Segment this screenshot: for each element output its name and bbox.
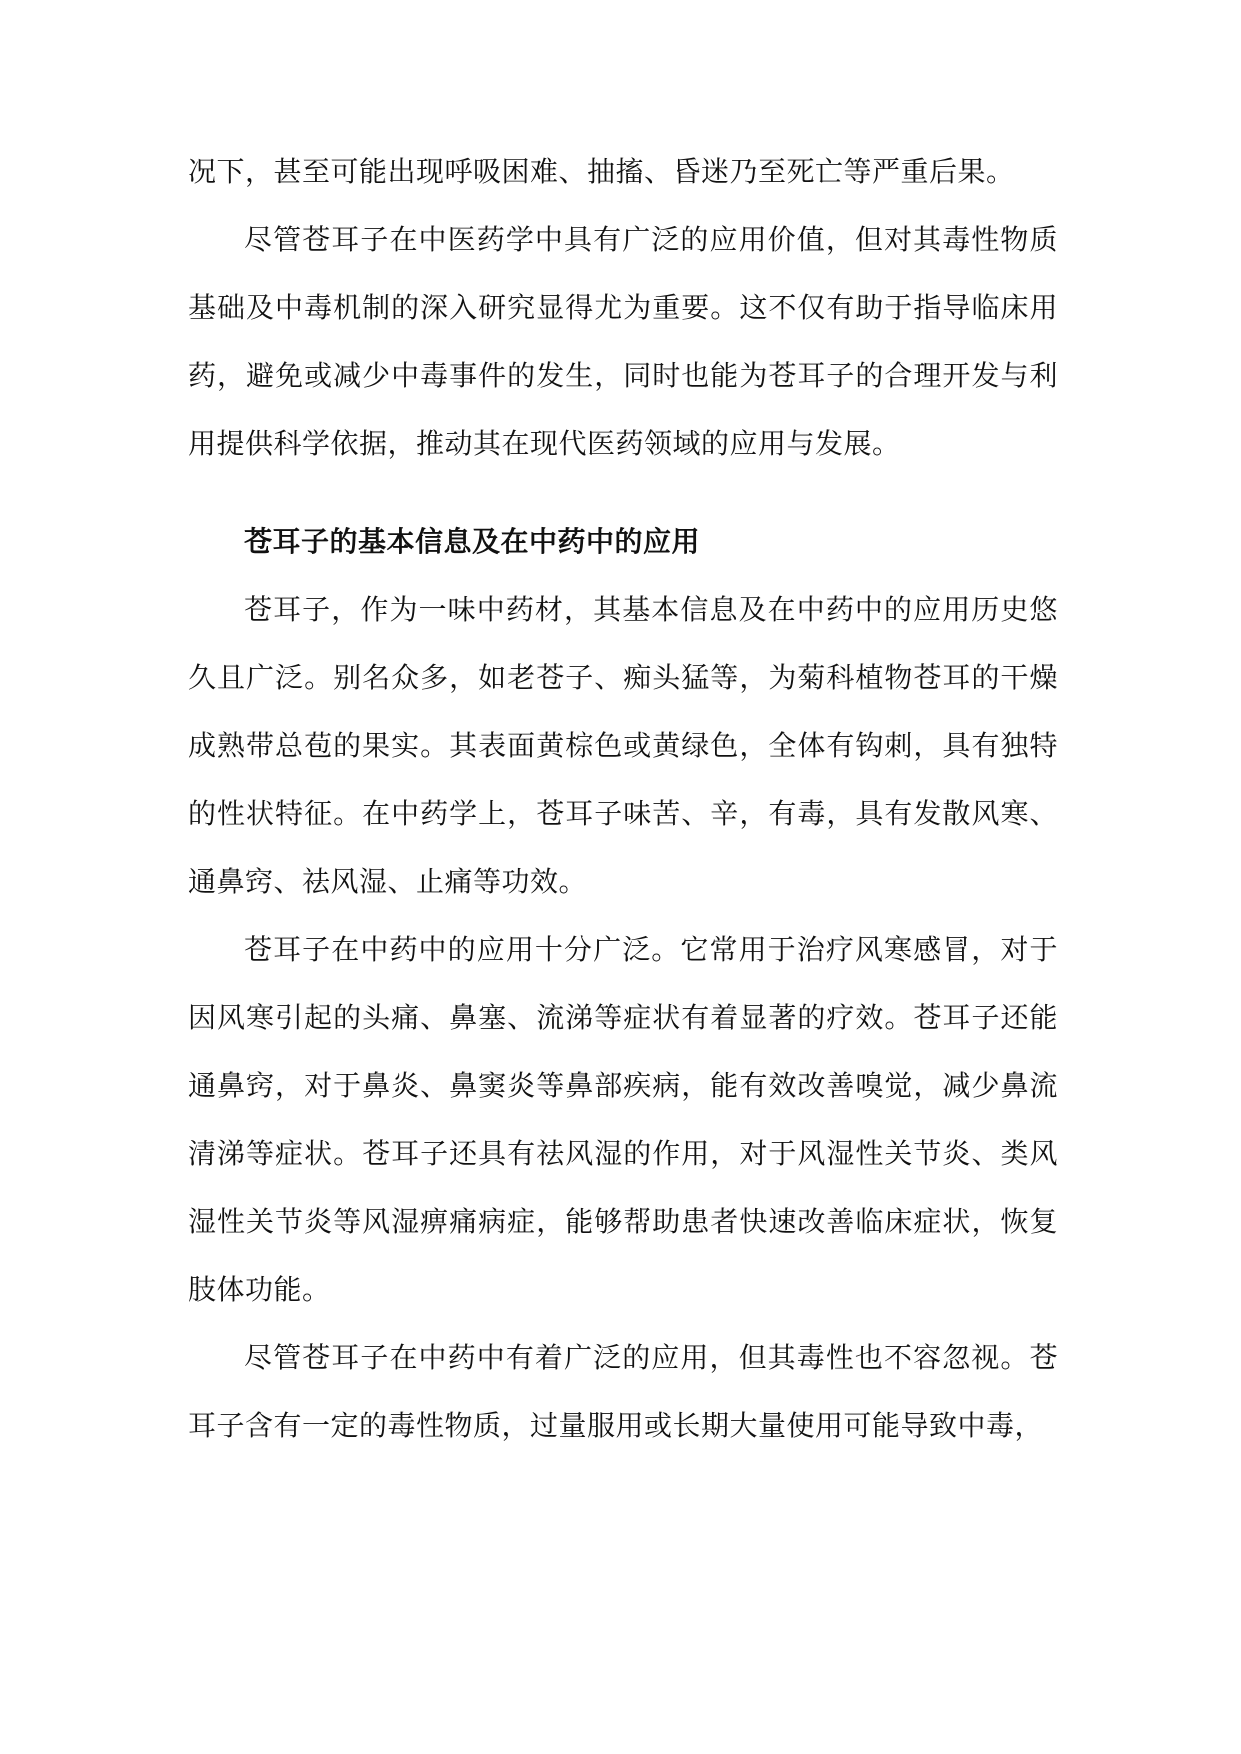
paragraph-research-importance: 尽管苍耳子在中医药学中具有广泛的应用价值，但对其毒性物质基础及中毒机制的深入研究显得尤为重要。这不仅有助于指导临床用药，避免或减少中毒事件的发生，同时也能为苍耳子的合理开发与利用提供科学依据，推动其在现代医药领域的应用与发展。 xyxy=(188,223,1058,460)
paragraph-continuation: 况下，甚至可能出现呼吸困难、抽搐、昏迷乃至死亡等严重后果。 xyxy=(188,155,1015,188)
paragraph-applications: 苍耳子在中药中的应用十分广泛。它常用于治疗风寒感冒，对于因风寒引起的头痛、鼻塞、流涕等症状有着显著的疗效。苍耳子还能通鼻窍，对于鼻炎、鼻窦炎等鼻部疾病，能有效改善嗅觉，减少鼻流清涕等症状。苍耳子还具有祛风湿的作用，对于风湿性关节炎、类风湿性关节炎等风湿痹痛病症，能够帮助患者快速改善临床症状，恢复肢体功能。 xyxy=(188,933,1058,1306)
section-heading: 苍耳子的基本信息及在中药中的应用 xyxy=(244,525,701,558)
paragraph-toxicity: 尽管苍耳子在中药中有着广泛的应用，但其毒性也不容忽视。苍耳子含有一定的毒性物质，过量服用或长期大量使用可能导致中毒， xyxy=(188,1341,1058,1442)
paragraph-basic-info: 苍耳子，作为一味中药材，其基本信息及在中药中的应用历史悠久且广泛。别名众多，如老苍子、痴头猛等，为菊科植物苍耳的干燥成熟带总苞的果实。其表面黄棕色或黄绿色，全体有钩刺，具有独特的性状特征。在中药学上，苍耳子味苦、辛，有毒，具有发散风寒、通鼻窍、祛风湿、止痛等功效。 xyxy=(188,593,1058,898)
document-body xyxy=(188,138,1058,1460)
